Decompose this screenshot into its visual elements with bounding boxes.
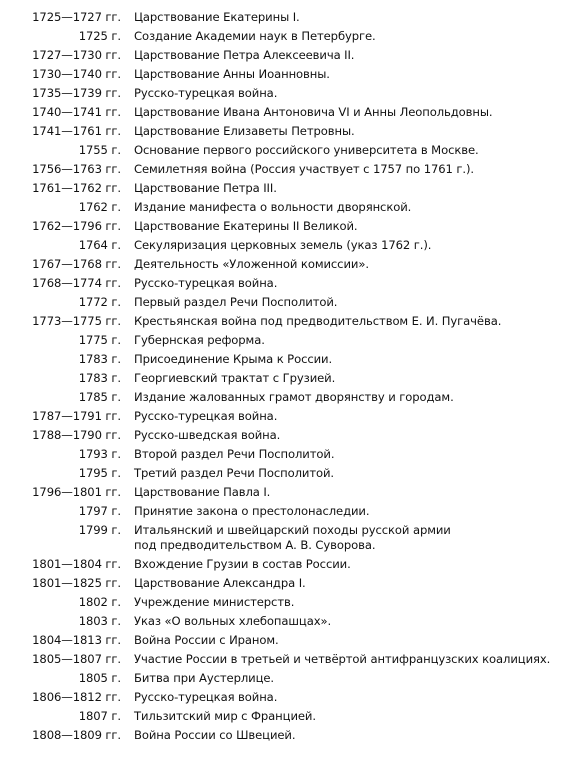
timeline-row (0, 105, 565, 120)
timeline-row (0, 371, 565, 386)
timeline-event: Царствование Анны Иоанновны. (134, 67, 330, 81)
timeline-date: 1768—1774 гг. (32, 276, 121, 290)
timeline-date: 1725—1727 гг. (32, 10, 121, 24)
timeline-date: 1755 г. (78, 143, 121, 157)
timeline-event: Русско-турецкая война. (134, 86, 278, 100)
timeline-date: 1785 г. (78, 390, 121, 404)
timeline-row (0, 29, 565, 44)
timeline-row (0, 466, 565, 481)
timeline-row (0, 219, 565, 234)
timeline-row (0, 200, 565, 215)
timeline-row (0, 690, 565, 705)
timeline-row (0, 181, 565, 196)
timeline-date: 1767—1768 гг. (32, 257, 121, 271)
timeline-event: Губернская реформа. (134, 333, 265, 347)
timeline-row (0, 595, 565, 610)
timeline-row (0, 257, 565, 272)
timeline-event: Первый раздел Речи Посполитой. (134, 295, 338, 309)
timeline-event: Царствование Александра I. (134, 576, 306, 590)
timeline-date: 1787—1791 гг. (32, 409, 121, 423)
timeline-row (0, 709, 565, 724)
timeline-date: 1805 г. (78, 671, 121, 685)
timeline-date: 1796—1801 гг. (32, 485, 121, 499)
timeline-event: Царствование Петра III. (134, 181, 277, 195)
timeline-event: Основание первого российского университета в Москве. (134, 143, 479, 157)
timeline-date: 1775 г. (78, 333, 121, 347)
timeline-date: 1772 г. (78, 295, 121, 309)
timeline-row (0, 614, 565, 629)
timeline-row (0, 48, 565, 63)
timeline-event: Русско-шведская война. (134, 428, 281, 442)
timeline-row (0, 67, 565, 82)
timeline-event: Принятие закона о престолонаследии. (134, 504, 370, 518)
timeline-date: 1801—1825 гг. (32, 576, 121, 590)
timeline-event: Георгиевский трактат с Грузией. (134, 371, 336, 385)
timeline-date: 1740—1741 гг. (32, 105, 121, 119)
timeline-row (0, 576, 565, 591)
timeline-date: 1804—1813 гг. (32, 633, 121, 647)
timeline-event: Вхождение Грузии в состав России. (134, 557, 351, 571)
timeline-date: 1806—1812 гг. (32, 690, 121, 704)
timeline-event: Учреждение министерств. (134, 595, 295, 609)
timeline-event: Война России с Ираном. (134, 633, 279, 647)
timeline-date: 1805—1807 гг. (32, 652, 121, 666)
timeline-row (0, 409, 565, 424)
timeline-event: Семилетняя война (Россия участвует с 1757 по 1761 г.). (134, 162, 474, 176)
timeline-event: Деятельность «Уложенной комиссии». (134, 257, 369, 271)
timeline-date: 1807 г. (78, 709, 121, 723)
timeline-event: Указ «О вольных хлебопашцах». (134, 614, 332, 628)
timeline-event: Издание манифеста о вольности дворянской. (134, 200, 412, 214)
timeline-row (0, 162, 565, 177)
timeline-event: Царствование Екатерины I. (134, 10, 300, 24)
timeline-date: 1762—1796 гг. (32, 219, 121, 233)
timeline-date: 1764 г. (78, 238, 121, 252)
timeline-row (0, 390, 565, 405)
timeline-event: Третий раздел Речи Посполитой. (134, 466, 335, 480)
timeline-event: Русско-турецкая война. (134, 409, 278, 423)
timeline-date: 1783 г. (78, 371, 121, 385)
timeline-date: 1801—1804 гг. (32, 557, 121, 571)
timeline-row (0, 523, 565, 553)
timeline-date: 1741—1761 гг. (32, 124, 121, 138)
timeline-date: 1808—1809 гг. (32, 728, 121, 742)
timeline-row (0, 124, 565, 139)
timeline-event: Участие России в третьей и четвёртой антифранцузских коалициях. (134, 652, 551, 666)
timeline-event: Присоединение Крыма к России. (134, 352, 333, 366)
timeline-date: 1797 г. (78, 504, 121, 518)
timeline-event: Царствование Петра Алексеевича II. (134, 48, 355, 62)
timeline-date: 1730—1740 гг. (32, 67, 121, 81)
timeline-event: Война России со Швецией. (134, 728, 296, 742)
timeline-row (0, 485, 565, 500)
timeline-event: Царствование Ивана Антоновича VI и Анны Леопольдовны. (134, 105, 493, 119)
timeline-event: Издание жалованных грамот дворянству и городам. (134, 390, 454, 404)
timeline-event: Царствование Елизаветы Петровны. (134, 124, 355, 138)
timeline-date: 1803 г. (78, 614, 121, 628)
timeline-date: 1793 г. (78, 447, 121, 461)
timeline-event: Итальянский и швейцарский походы русской армии под предводительством А. В. Суворова. (134, 523, 451, 552)
timeline-event: Создание Академии наук в Петербурге. (134, 29, 376, 43)
timeline-row (0, 447, 565, 462)
timeline-event: Тильзитский мир с Францией. (134, 709, 316, 723)
timeline-row (0, 671, 565, 686)
timeline-date: 1735—1739 гг. (32, 86, 121, 100)
timeline-event: Русско-турецкая война. (134, 690, 278, 704)
timeline-row (0, 276, 565, 291)
timeline-date: 1773—1775 гг. (32, 314, 121, 328)
timeline-date: 1725 г. (78, 29, 121, 43)
timeline-row (0, 295, 565, 310)
timeline-row (0, 10, 565, 25)
timeline-row (0, 352, 565, 367)
timeline-row (0, 652, 565, 667)
timeline-date: 1756—1763 гг. (32, 162, 121, 176)
timeline-row (0, 633, 565, 648)
timeline-event: Битва при Аустерлице. (134, 671, 274, 685)
timeline-date: 1762 г. (78, 200, 121, 214)
timeline-row (0, 428, 565, 443)
timeline-row (0, 314, 565, 329)
timeline-event: Второй раздел Речи Посполитой. (134, 447, 335, 461)
timeline-date: 1761—1762 гг. (32, 181, 121, 195)
timeline-event: Царствование Екатерины II Великой. (134, 219, 358, 233)
timeline-event: Секуляризация церковных земель (указ 1762 г.). (134, 238, 432, 252)
chronology-list (0, 10, 565, 747)
timeline-date: 1783 г. (78, 352, 121, 366)
timeline-row (0, 238, 565, 253)
timeline-row (0, 333, 565, 348)
timeline-row (0, 86, 565, 101)
timeline-date: 1788—1790 гг. (32, 428, 121, 442)
timeline-event: Русско-турецкая война. (134, 276, 278, 290)
timeline-event: Крестьянская война под предводительством Е. И. Пугачёва. (134, 314, 502, 328)
timeline-date: 1799 г. (78, 523, 121, 537)
timeline-row (0, 143, 565, 158)
timeline-row (0, 504, 565, 519)
timeline-row (0, 557, 565, 572)
timeline-event: Царствование Павла I. (134, 485, 271, 499)
timeline-date: 1802 г. (78, 595, 121, 609)
timeline-date: 1727—1730 гг. (32, 48, 121, 62)
timeline-date: 1795 г. (78, 466, 121, 480)
timeline-row (0, 728, 565, 743)
